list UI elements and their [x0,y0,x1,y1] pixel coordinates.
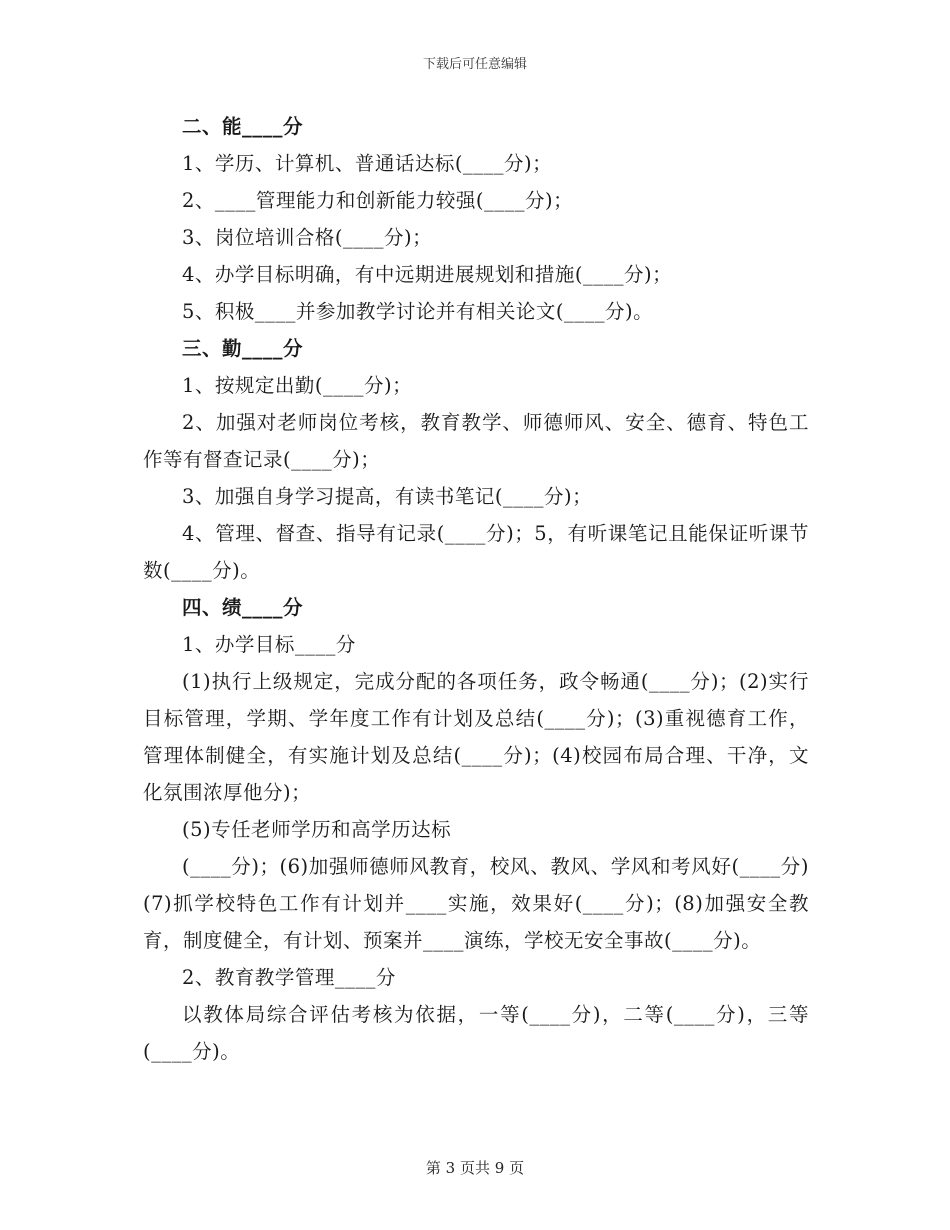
paragraph: (1)执行上级规定，完成分配的各项任务，政令畅通(____分)；(2)实行目标管理，学期、学年度工作有计划及总结(____分)；(3)重视德育工作，管理体制健全，有实施计划及总结(____分)；(4)校园布局合理、干净，文化氛围浓厚他分)； [143,670,809,804]
paragraph: 4、管理、督查、指导有记录(____分)；5，有听课笔记且能保证听课节数(____分)。 [143,522,809,582]
section-heading-diligence: 三、勤____分 [182,337,304,360]
page-header: 下载后可任意编辑 [422,57,527,72]
paragraph: 2、加强对老师岗位考核，教育教学、师德师风、安全、德育、特色工作等有督查记录(____分)； [143,411,809,471]
paragraph: 3、加强自身学习提高，有读书笔记(____分)； [182,485,593,508]
paragraph: 3、岗位培训合格(____分)； [182,226,433,249]
paragraph: 1、办学目标____分 [182,633,356,656]
paragraph: 以教体局综合评估考核为依据，一等(____分)，二等(____分)，三等(____分)。 [143,1003,809,1063]
paragraph: 2、教育教学管理____分 [182,966,396,989]
paragraph: 4、办学目标明确，有中远期进展规划和措施(____分)； [182,263,673,286]
paragraph: 1、按规定出勤(____分)； [182,374,413,397]
page-footer: 第 3 页共 9 页 [425,1159,525,1177]
section-heading-performance: 四、绩____分 [182,596,304,619]
paragraph: 1、学历、计算机、普通话达标(____分)； [182,152,553,175]
document-body [143,108,809,1070]
section-heading-ability: 二、能____分 [182,115,304,138]
paragraph: 2、____管理能力和创新能力较强(____分)； [182,189,574,212]
paragraph: (____分)；(6)加强师德师风教育，校风、教风、学风和考风好(____分)(7)抓学校特色工作有计划并____实施，效果好(____分)；(8)加强安全教育，制度健全，有计划、预案并____演练，学校无安全事故(____分)。 [143,855,809,952]
paragraph: (5)专任老师学历和高学历达标 [182,818,452,841]
paragraph: 5、积极____并参加教学讨论并有相关论文(____分)。 [182,300,654,323]
